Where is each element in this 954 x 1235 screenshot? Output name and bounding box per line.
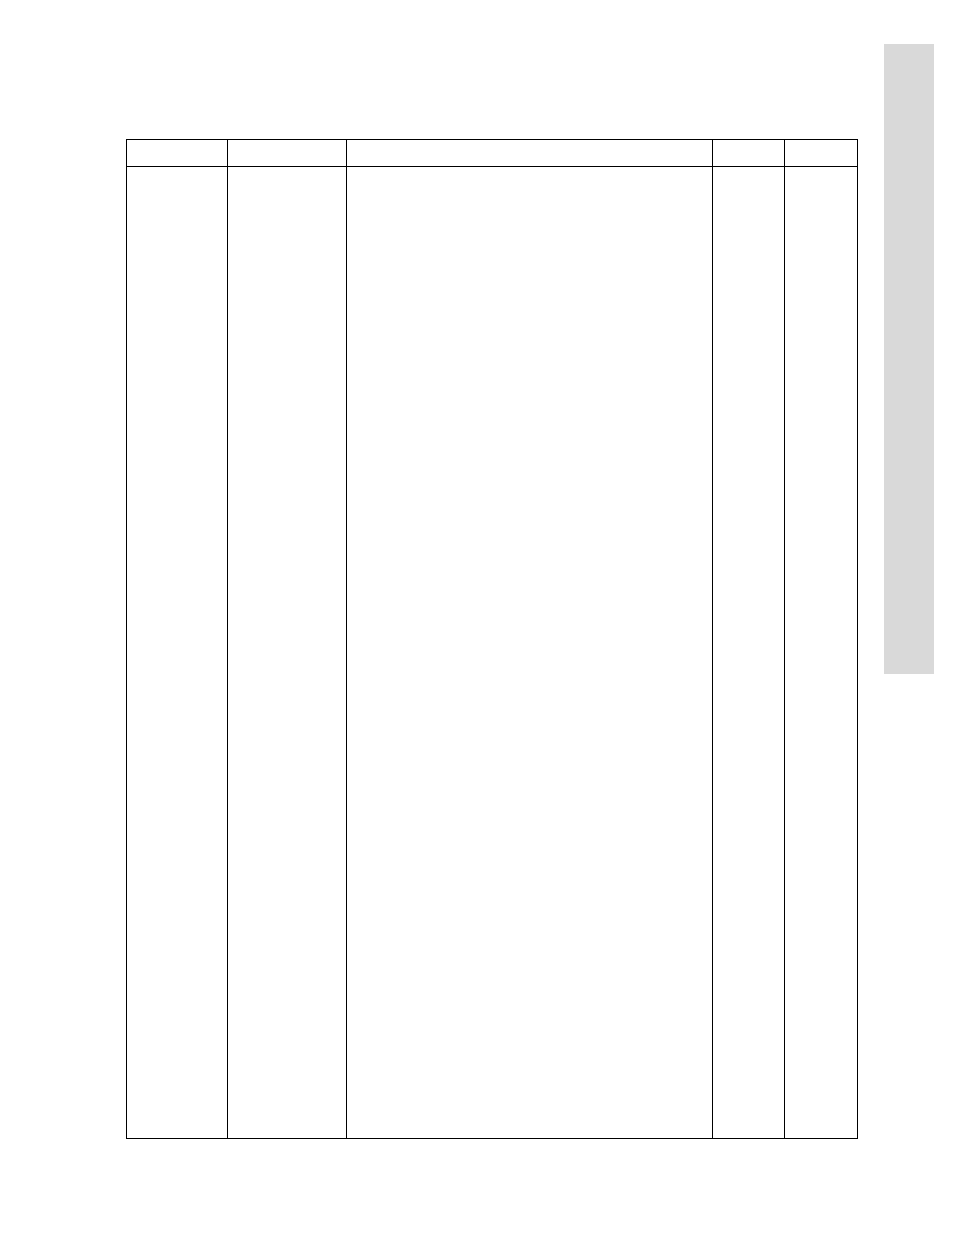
- parts-table: [126, 139, 858, 1139]
- header-part-number: [228, 140, 346, 166]
- header-fig-item: [127, 140, 227, 166]
- column-divider: [712, 140, 713, 1138]
- table-header-row: [127, 140, 857, 167]
- header-description: [347, 140, 712, 166]
- column-divider: [227, 140, 228, 1138]
- section-side-tab: [884, 44, 934, 674]
- header-rev: [785, 140, 858, 166]
- column-divider: [346, 140, 347, 1138]
- header-qty: [713, 140, 783, 166]
- column-divider: [784, 140, 785, 1138]
